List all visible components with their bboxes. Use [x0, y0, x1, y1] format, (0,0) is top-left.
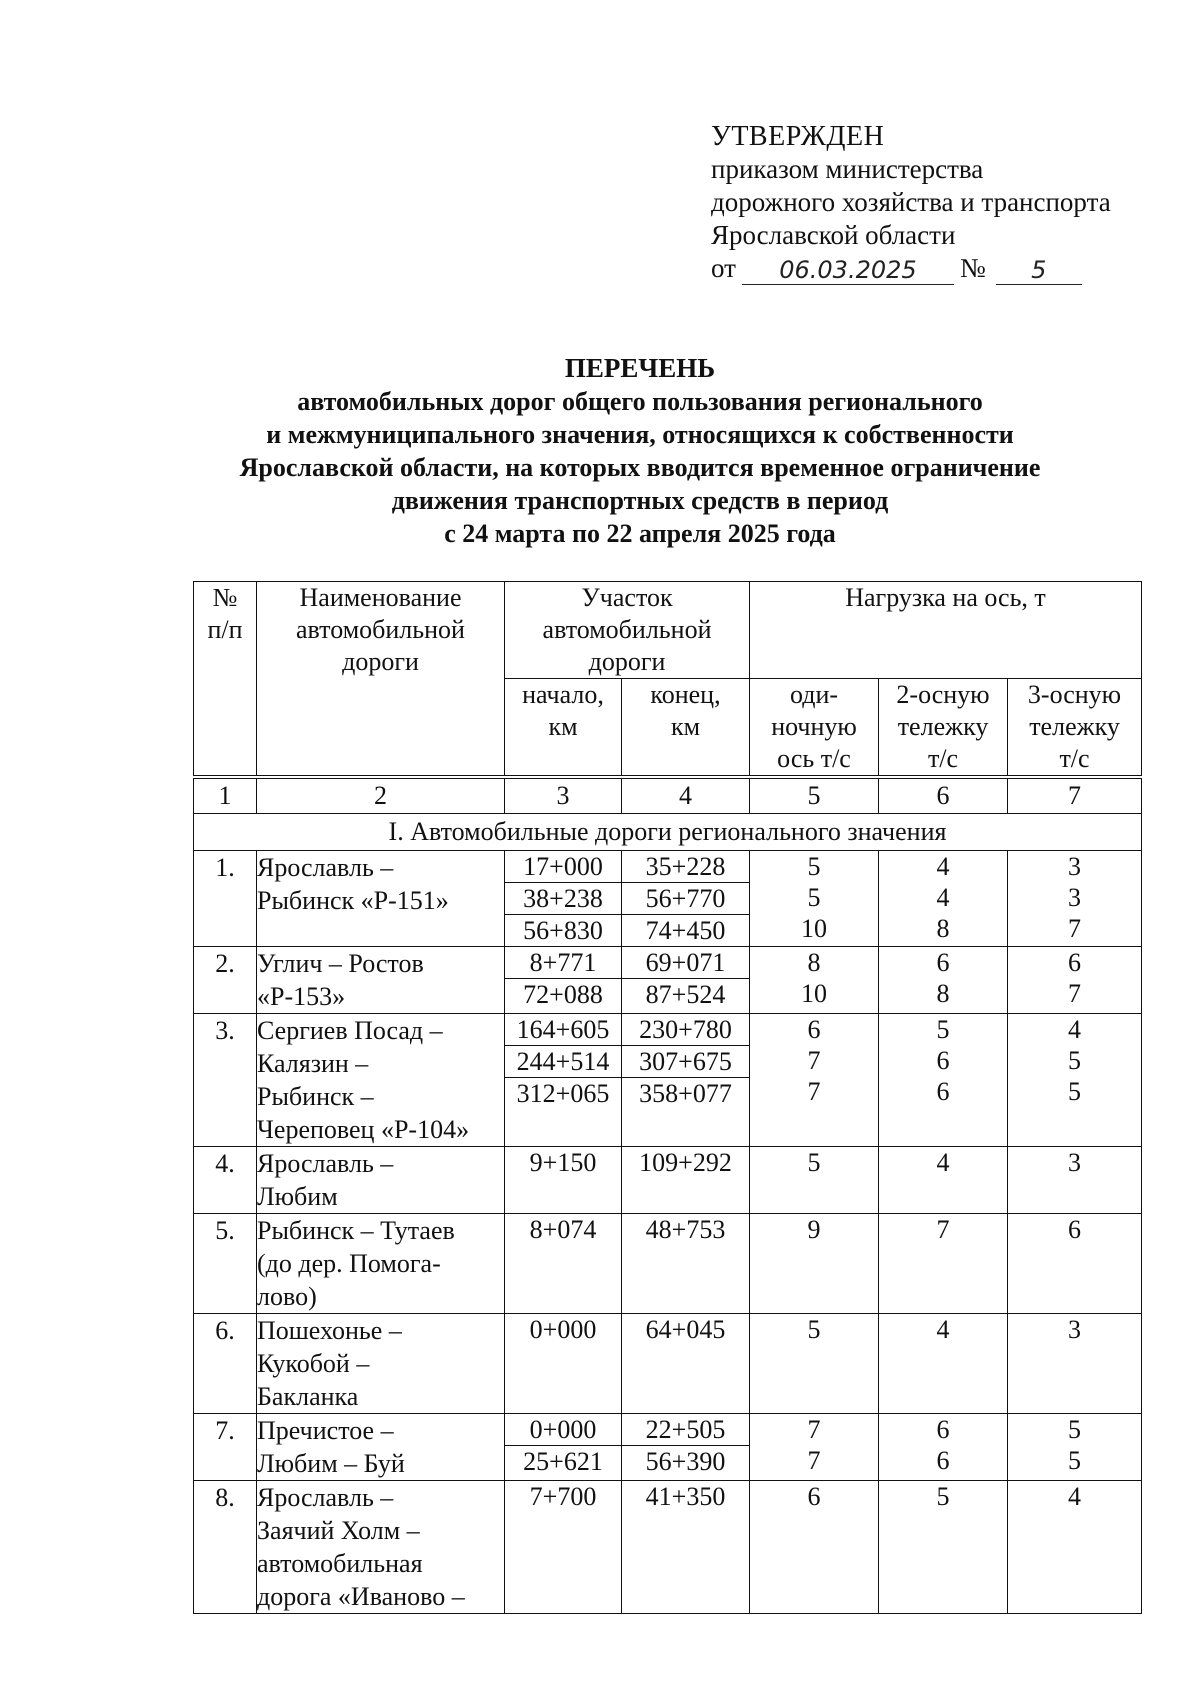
row-number: 7. — [194, 1414, 257, 1481]
title-line-4: движения транспортных средств в период — [391, 486, 889, 515]
table-row — [194, 1314, 1142, 1414]
load-single-axle: 6 — [750, 1481, 879, 1614]
road-name: Рыбинск – Тутаев (до дер. Помога- лово) — [257, 1214, 505, 1314]
order-date: 06.03.2025 — [742, 256, 954, 285]
from-label: от — [711, 253, 736, 283]
load-three-axle-bogie: 3 3 7 — [1008, 851, 1142, 947]
approval-line-2: дорожного хозяйства и транспорта — [711, 187, 1111, 217]
title-line-3: Ярославской области, на которых вводится временное ограничение — [239, 453, 1041, 482]
header-end: конец, км — [622, 679, 750, 778]
header-section: Участок автомобильной дороги — [505, 582, 750, 679]
row-number: 4. — [194, 1147, 257, 1214]
column-number: 1 — [194, 777, 257, 814]
load-two-axle-bogie: 5 — [879, 1481, 1008, 1614]
column-number: 6 — [879, 777, 1008, 814]
number-sign: № — [959, 253, 986, 283]
roads-table — [193, 581, 1142, 1614]
segment-start: 8+074 — [505, 1214, 622, 1314]
table-row — [194, 1414, 1142, 1481]
row-number: 5. — [194, 1214, 257, 1314]
title-line-1: автомобильных дорог общего пользования регионального — [297, 387, 983, 416]
segment-end: 35+228 56+770 74+450 — [622, 851, 750, 947]
approval-date-line — [711, 252, 1171, 285]
load-single-axle: 9 — [750, 1214, 879, 1314]
load-two-axle-bogie: 4 — [879, 1314, 1008, 1414]
table-row — [194, 1147, 1142, 1214]
load-single-axle: 8 10 — [750, 947, 879, 1014]
segment-start: 9+150 — [505, 1147, 622, 1214]
segment-end: 22+505 56+390 — [622, 1414, 750, 1481]
segment-start: 17+000 38+238 56+830 — [505, 851, 622, 947]
column-number: 5 — [750, 777, 879, 814]
load-two-axle-bogie: 7 — [879, 1214, 1008, 1314]
document-title — [190, 352, 1090, 550]
column-number: 3 — [505, 777, 622, 814]
load-three-axle-bogie: 6 7 — [1008, 947, 1142, 1014]
table-row — [194, 1214, 1142, 1314]
approved-label: УТВЕРЖДЕН — [711, 121, 885, 152]
segment-start: 7+700 — [505, 1481, 622, 1614]
segment-end: 64+045 — [622, 1314, 750, 1414]
column-number: 2 — [257, 777, 505, 814]
load-three-axle-bogie: 4 — [1008, 1481, 1142, 1614]
row-number: 3. — [194, 1014, 257, 1147]
load-two-axle-bogie: 4 — [879, 1147, 1008, 1214]
approval-stamp-block — [711, 120, 1171, 285]
load-three-axle-bogie: 5 5 — [1008, 1414, 1142, 1481]
table-row — [194, 947, 1142, 1014]
row-number: 2. — [194, 947, 257, 1014]
segment-start: 8+771 72+088 — [505, 947, 622, 1014]
load-two-axle-bogie: 5 6 6 — [879, 1014, 1008, 1147]
road-name: Ярославль – Заячий Холм – автомобильная дорога «Иваново – — [257, 1481, 505, 1614]
segment-end: 230+780 307+675 358+077 — [622, 1014, 750, 1147]
load-two-axle-bogie: 6 6 — [879, 1414, 1008, 1481]
load-two-axle-bogie: 4 4 8 — [879, 851, 1008, 947]
header-road-name: Наименование автомобильной дороги — [257, 582, 505, 778]
header-num: № п/п — [194, 582, 257, 778]
load-single-axle: 5 5 10 — [750, 851, 879, 947]
row-number: 6. — [194, 1314, 257, 1414]
approval-line-3: Ярославской области — [711, 220, 956, 250]
segment-end: 48+753 — [622, 1214, 750, 1314]
load-three-axle-bogie: 3 — [1008, 1147, 1142, 1214]
row-number: 8. — [194, 1481, 257, 1614]
table-row — [194, 1014, 1142, 1147]
load-single-axle: 5 — [750, 1314, 879, 1414]
segment-end: 69+071 87+524 — [622, 947, 750, 1014]
header-single-axle: оди- ночную ось т/с — [750, 679, 879, 778]
table-row — [194, 1481, 1142, 1614]
load-single-axle: 7 7 — [750, 1414, 879, 1481]
road-name: Углич – Ростов «Р-153» — [257, 947, 505, 1014]
title-line-2: и межмуниципального значения, относящихся к собственности — [266, 420, 1014, 449]
header-three-axle-bogie: 3-осную тележку т/с — [1008, 679, 1142, 778]
road-name: Сергиев Посад – Калязин – Рыбинск – Череповец «Р-104» — [257, 1014, 505, 1147]
segment-start: 0+000 25+621 — [505, 1414, 622, 1481]
header-start: начало, км — [505, 679, 622, 778]
load-two-axle-bogie: 6 8 — [879, 947, 1008, 1014]
table-row — [194, 851, 1142, 947]
road-name: Ярославль – Любим — [257, 1147, 505, 1214]
title-line-5: с 24 марта по 22 апреля 2025 года — [444, 519, 836, 548]
road-name: Пошехонье – Кукобой – Бакланка — [257, 1314, 505, 1414]
column-number: 7 — [1008, 777, 1142, 814]
column-number: 4 — [622, 777, 750, 814]
segment-end: 41+350 — [622, 1481, 750, 1614]
segment-start: 164+605 244+514 312+065 — [505, 1014, 622, 1147]
load-three-axle-bogie: 4 5 5 — [1008, 1014, 1142, 1147]
header-axle-load: Нагрузка на ось, т — [750, 582, 1142, 679]
section-title: I. Автомобильные дороги регионального значения — [194, 814, 1142, 851]
segment-start: 0+000 — [505, 1314, 622, 1414]
row-number: 1. — [194, 851, 257, 947]
load-three-axle-bogie: 3 — [1008, 1314, 1142, 1414]
load-three-axle-bogie: 6 — [1008, 1214, 1142, 1314]
approval-line-1: приказом министерства — [711, 154, 984, 184]
order-number: 5 — [996, 256, 1082, 285]
title-heading: ПЕРЕЧЕНЬ — [564, 353, 716, 383]
road-name: Ярославль – Рыбинск «Р-151» — [257, 851, 505, 947]
load-single-axle: 5 — [750, 1147, 879, 1214]
header-two-axle-bogie: 2-осную тележку т/с — [879, 679, 1008, 778]
road-name: Пречистое – Любим – Буй — [257, 1414, 505, 1481]
segment-end: 109+292 — [622, 1147, 750, 1214]
load-single-axle: 6 7 7 — [750, 1014, 879, 1147]
column-numbers-row — [194, 777, 1142, 814]
